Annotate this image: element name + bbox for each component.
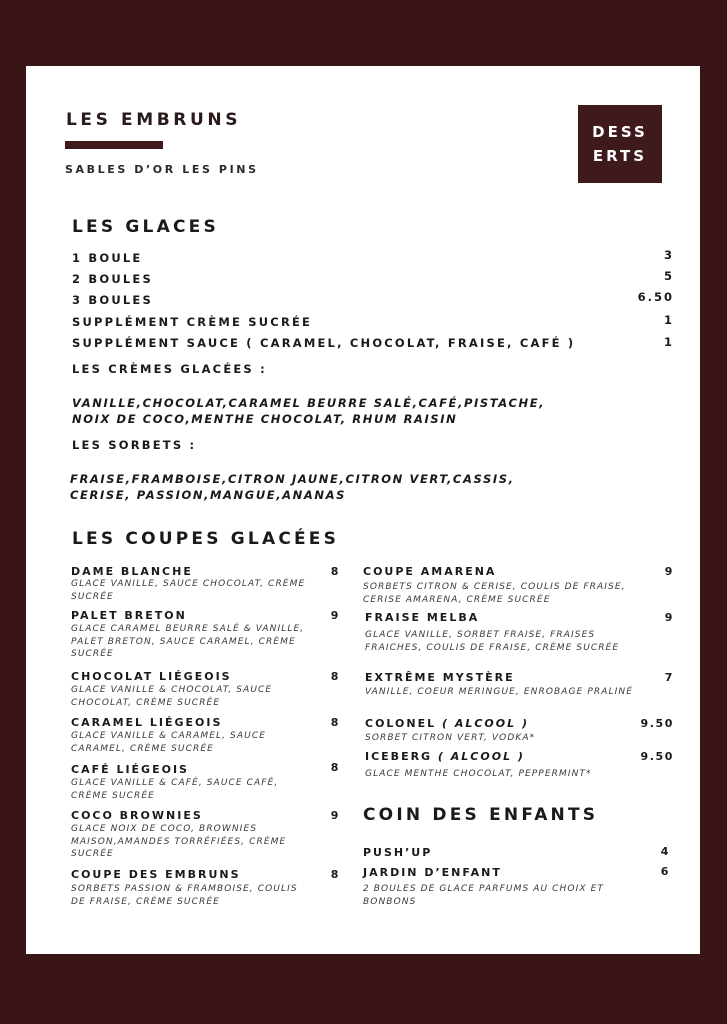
coupe-description: GLACE VANILLE & CHOCOLAT, SAUCE CHOCOLAT, CRÈME SUCRÉE [71,685,273,708]
coupe-name: CAFÉ LIÉGEOIS [71,763,189,776]
glace-row-price: 6.50 [637,290,674,304]
coupe-name: CARAMEL LIÉGEOIS [71,716,223,729]
coupe-name-main: ICEBERG [365,750,433,763]
coupe-description: GLACE NOIX DE COCO, BROWNIES MAISON,AMANDES TORRÉFIÉES, CRÈME SUCRÉE [71,824,287,859]
glace-row-price: 1 [663,335,674,349]
coupe-price: 9 [330,609,340,622]
coupe-name: CHOCOLAT LIÉGEOIS [71,670,232,683]
coupe-description: GLACE VANILLE & CARAMEL, SAUCE CARAMEL, CRÈME SUCRÉE [71,731,266,754]
coupe-name-extra: ( ALCOOL ) [441,717,529,730]
flavors-line: NOIX DE COCO,MENTHE CHOCOLAT, RHUM RAISIN [72,412,458,426]
coupe-price: 9.50 [640,750,674,763]
sorbets-flavors [70,471,590,503]
section-title-coupes: LES COUPES GLACÉES [72,529,340,549]
glace-row-label: 1 BOULE [72,251,143,265]
restaurant-name: LES EMBRUNS [66,110,242,130]
flavors-line: VANILLE,CHOCOLAT,CARAMEL BEURRE SALÉ,CAFÉ,PISTACHE, [72,396,546,410]
cremes-glacees-heading: LES CRÈMES GLACÉES : [72,362,267,376]
coupe-price: 9 [330,809,340,822]
desserts-logo [578,105,662,183]
enfants-item-name: PUSH’UP [363,846,433,859]
enfants-item-price: 6 [660,865,670,878]
coupe-name: COCO BROWNIES [71,809,203,822]
coupe-description: GLACE CARAMEL BEURRE SALÉ & VANILLE, PALET BRETON, SAUCE CARAMEL, CRÈME SUCRÉE [71,624,305,659]
coupe-price: 8 [330,716,340,729]
coupe-price: 8 [330,868,340,881]
coupe-name [365,750,525,763]
coupe-description: GLACE VANILLE, SAUCE CHOCOLAT, CRÈME SUCRÉE [71,579,306,602]
coupe-price: 8 [330,761,340,774]
coupe-name: COUPE DES EMBRUNS [71,868,241,881]
brand-underline [65,141,163,149]
cremes-glacees-flavors [72,395,592,427]
coupe-name: FRAISE MELBA [365,611,480,624]
restaurant-location: SABLES D’OR LES PINS [65,163,259,176]
coupe-description: GLACE VANILLE, SORBET FRAISE, FRAISES FRAICHES, COULIS DE FRAISE, CRÈME SUCRÉE [365,630,620,653]
coupe-description: VANILLE, COEUR MERINGUE, ENROBAGE PRALINÉ [365,687,633,697]
menu-page [26,66,700,954]
sorbets-heading: LES SORBETS : [72,438,197,452]
section-title-enfants: COIN DES ENFANTS [363,805,599,825]
logo-line-1: DESS [592,123,648,141]
enfants-item-name: JARDIN D’ENFANT [363,866,502,879]
glace-row-label: SUPPLÉMENT CRÈME SUCRÉE [72,315,313,329]
glace-row-price: 5 [663,269,674,283]
section-title-glaces: LES GLACES [72,217,219,237]
glace-row-price: 3 [663,248,674,262]
coupe-name: EXTRÊME MYSTÈRE [365,671,515,684]
enfants-item-price: 4 [660,845,670,858]
coupe-price: 7 [664,671,674,684]
coupe-name: PALET BRETON [71,609,187,622]
coupe-description: SORBETS CITRON & CERISE, COULIS DE FRAISE, CERISE AMARENA, CRÈME SUCRÉE [363,582,626,605]
coupe-name: DAME BLANCHE [71,565,193,578]
coupe-price: 8 [330,565,340,578]
enfants-item-description: 2 BOULES DE GLACE PARFUMS AU CHOIX ET BONBONS [363,884,604,907]
coupe-price: 9 [664,565,674,578]
coupe-price: 8 [330,670,340,683]
coupe-name: COUPE AMARENA [363,565,497,578]
coupe-price: 9.50 [640,717,674,730]
logo-line-2: ERTS [592,147,648,165]
coupe-name-extra: ( ALCOOL ) [437,750,525,763]
glace-row-price: 1 [663,313,674,327]
coupe-description: SORBET CITRON VERT, VODKA* [365,733,536,743]
coupe-name [365,717,529,730]
glace-row-label: 3 BOULES [72,293,153,307]
coupe-description: GLACE VANILLE & CAFÉ, SAUCE CAFÉ, CRÈME SUCRÉE [71,778,279,801]
coupe-description: SORBETS PASSION & FRAMBOISE, COULIS DE FRAISE, CRÈME SUCRÉE [71,884,298,907]
coupe-description: GLACE MENTHE CHOCOLAT, PEPPERMINT* [365,769,592,779]
coupe-price: 9 [664,611,674,624]
flavors-line: FRAISE,FRAMBOISE,CITRON JAUNE,CITRON VERT,CASSIS, [70,472,515,486]
coupe-name-main: COLONEL [365,717,437,730]
glace-row-label: 2 BOULES [72,272,153,286]
flavors-line: CERISE, PASSION,MANGUE,ANANAS [70,488,347,502]
glace-row-label: SUPPLÉMENT SAUCE ( CARAMEL, CHOCOLAT, FRAISE, CAFÉ ) [72,336,576,350]
